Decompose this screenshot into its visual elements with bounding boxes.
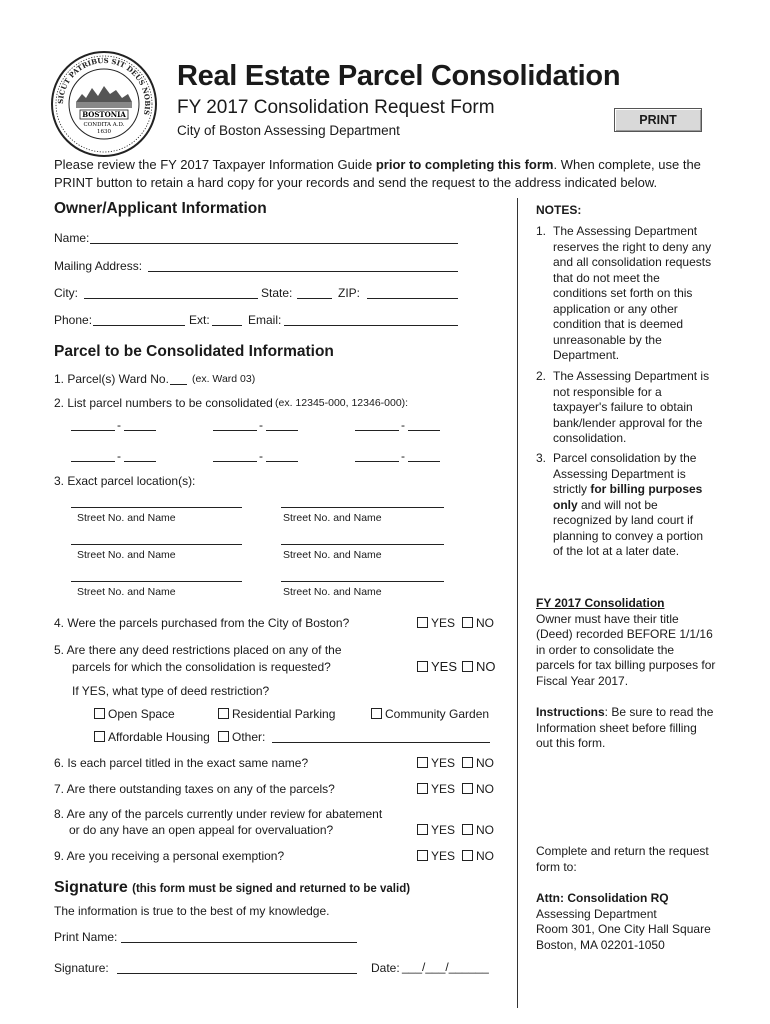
q6-yes-checkbox[interactable]: YES xyxy=(417,756,455,770)
signature-field[interactable] xyxy=(117,973,357,974)
street-field-5[interactable] xyxy=(71,581,242,582)
parcel-number-2b[interactable] xyxy=(266,430,298,431)
form-subtitle: FY 2017 Consolidation Request Form xyxy=(177,97,495,118)
ward-hint: (ex. Ward 03) xyxy=(192,373,256,385)
parcel-section-heading: Parcel to be Consolidated Information xyxy=(54,343,334,360)
parcel-numbers-hint: (ex. 12345-000, 12346-000): xyxy=(275,397,409,409)
residential-parking-checkbox[interactable]: Residential Parking xyxy=(218,707,335,721)
print-name-label: Print Name: xyxy=(54,930,118,944)
dash: - xyxy=(117,449,121,463)
open-space-checkbox[interactable]: Open Space xyxy=(94,707,175,721)
mailing-address-label: Mailing Address: xyxy=(54,259,143,273)
parcel-number-3a[interactable] xyxy=(355,430,399,431)
signature-label: Signature: xyxy=(54,961,109,975)
parcel-number-2a[interactable] xyxy=(213,430,257,431)
signature-heading: Signature (this form must be signed and returned to be valid) xyxy=(54,879,411,896)
column-divider xyxy=(517,198,518,1008)
seal-ring-text: SICUT PATRIBUS SIT DEUS NOBIS xyxy=(55,55,153,116)
print-name-field[interactable] xyxy=(121,942,357,943)
fy-consolidation-heading: FY 2017 Consolidation xyxy=(536,596,665,610)
q4-no-checkbox[interactable]: NO xyxy=(462,616,494,630)
street-field-4[interactable] xyxy=(281,544,444,545)
ward-question: 1. Parcel(s) Ward No. xyxy=(54,372,169,386)
name-field[interactable] xyxy=(90,243,458,244)
parcel-location-question: 3. Exact parcel location(s): xyxy=(54,474,196,488)
other-restriction-field[interactable] xyxy=(272,742,490,743)
return-instructions: Complete and return the request form to: xyxy=(536,844,709,874)
ext-label: Ext: xyxy=(189,313,210,327)
seal-condita: CONDITA A.D. xyxy=(83,122,125,128)
parcel-number-6b[interactable] xyxy=(408,461,440,462)
seal-year: 1630 xyxy=(97,129,111,135)
note-3: 3. Parcel consolidation by the Assessing Department is strictly for billing purposes only and will not be recognized by land court if planning to convey a portion of the lot at a later date. xyxy=(536,451,704,558)
community-garden-checkbox[interactable]: Community Garden xyxy=(371,707,489,721)
q9-yes-checkbox[interactable]: YES xyxy=(417,849,455,863)
date-field[interactable]: ___/___/______ xyxy=(402,960,489,974)
q4-label: 4. Were the parcels purchased from the City of Boston? xyxy=(54,616,350,630)
parcel-number-4a[interactable] xyxy=(71,461,115,462)
mailing-address-field[interactable] xyxy=(148,271,458,272)
q7-label: 7. Are there outstanding taxes on any of the parcels? xyxy=(54,782,335,796)
email-label: Email: xyxy=(248,313,282,327)
q5-no-checkbox[interactable]: NO xyxy=(462,659,496,674)
parcel-number-5b[interactable] xyxy=(266,461,298,462)
street-caption: Street No. and Name xyxy=(77,586,176,598)
q9-no-checkbox[interactable]: NO xyxy=(462,849,494,863)
instructions-note: Instructions: Be sure to read the Information sheet before filling out this form. xyxy=(536,705,714,750)
form-title: Real Estate Parcel Consolidation xyxy=(177,60,621,92)
parcel-number-5a[interactable] xyxy=(213,461,257,462)
q8-label-line2: or do any have an open appeal for overvaluation? xyxy=(69,823,334,837)
street-field-2[interactable] xyxy=(281,507,444,508)
street-field-1[interactable] xyxy=(71,507,242,508)
ext-field[interactable] xyxy=(212,325,242,326)
phone-label: Phone: xyxy=(54,313,93,327)
owner-section-heading: Owner/Applicant Information xyxy=(54,200,267,217)
zip-label: ZIP: xyxy=(338,286,361,300)
ward-field[interactable] xyxy=(170,384,187,385)
fy-consolidation-note: FY 2017 Consolidation Owner must have their title (Deed) recorded BEFORE 1/1/16 in order to consolidate the parcels for tax billing purposes for Fiscal Year 2017. xyxy=(536,596,716,688)
dash: - xyxy=(401,418,405,432)
q8-no-checkbox[interactable]: NO xyxy=(462,823,494,837)
q8-label-line1: 8. Are any of the parcels currently under review for abatement xyxy=(54,807,383,821)
street-field-6[interactable] xyxy=(281,581,444,582)
city-field[interactable] xyxy=(84,298,258,299)
parcel-numbers-question: 2. List parcel numbers to be consolidated xyxy=(54,396,273,410)
q4-yes-checkbox[interactable]: YES xyxy=(417,616,455,630)
q5-label-line2: parcels for which the consolidation is requested? xyxy=(72,660,331,674)
parcel-number-6a[interactable] xyxy=(355,461,399,462)
parcel-number-1b[interactable] xyxy=(124,430,156,431)
dash: - xyxy=(117,418,121,432)
q6-label: 6. Is each parcel titled in the exact same name? xyxy=(54,756,309,770)
city-of-boston-seal xyxy=(50,50,158,158)
q5-label-line1: 5. Are there any deed restrictions placed on any of the xyxy=(54,643,342,657)
q5-restriction-type-label: If YES, what type of deed restriction? xyxy=(72,684,270,698)
name-label: Name: xyxy=(54,231,90,245)
mailing-address-block: Attn: Consolidation RQ Assessing Department Room 301, One City Hall Square Boston, MA 02201-1050 xyxy=(536,891,711,952)
q7-yes-checkbox[interactable]: YES xyxy=(417,782,455,796)
street-caption: Street No. and Name xyxy=(283,586,382,598)
q9-label: 9. Are you receiving a personal exemption? xyxy=(54,849,285,863)
dash: - xyxy=(401,449,405,463)
street-caption: Street No. and Name xyxy=(77,512,176,524)
parcel-number-4b[interactable] xyxy=(124,461,156,462)
signature-statement: The information is true to the best of my knowledge. xyxy=(54,904,330,918)
street-caption: Street No. and Name xyxy=(283,512,382,524)
city-label: City: xyxy=(54,286,78,300)
seal-city: BOSTONIA xyxy=(82,110,126,119)
phone-field[interactable] xyxy=(93,325,185,326)
intro-paragraph: Please review the FY 2017 Taxpayer Information Guide prior to completing this form. When complete, use the PRINT button to retain a hard copy for your records and send the request to the address indicated below. xyxy=(54,157,701,190)
state-label: State: xyxy=(261,286,293,300)
note-1: 1. The Assessing Department reserves the right to deny any and all consolidation requests that do not meet the conditions set forth on this application or any other condition that is deemed unreasonable by the Department. xyxy=(536,224,712,362)
other-checkbox[interactable]: Other: xyxy=(218,730,265,744)
state-field[interactable] xyxy=(297,298,332,299)
dash: - xyxy=(259,449,263,463)
department-name: City of Boston Assessing Department xyxy=(177,123,400,138)
q6-no-checkbox[interactable]: NO xyxy=(462,756,494,770)
affordable-housing-checkbox[interactable]: Affordable Housing xyxy=(94,730,210,744)
q5-yes-checkbox[interactable]: YES xyxy=(417,659,457,674)
street-caption: Street No. and Name xyxy=(283,549,382,561)
email-field[interactable] xyxy=(284,325,458,326)
parcel-number-3b[interactable] xyxy=(408,430,440,431)
notes-title: NOTES: xyxy=(536,203,582,217)
dash: - xyxy=(259,418,263,432)
date-label: Date: xyxy=(371,961,400,975)
print-button[interactable]: PRINT xyxy=(614,108,702,132)
parcel-number-1a[interactable] xyxy=(71,430,115,431)
q7-no-checkbox[interactable]: NO xyxy=(462,782,494,796)
street-caption: Street No. and Name xyxy=(77,549,176,561)
street-field-3[interactable] xyxy=(71,544,242,545)
q8-yes-checkbox[interactable]: YES xyxy=(417,823,455,837)
note-2: 2. The Assessing Department is not responsible for a taxpayer's failure to obtain bank/lender approval for the consolidation. xyxy=(536,369,710,445)
zip-field[interactable] xyxy=(367,298,458,299)
